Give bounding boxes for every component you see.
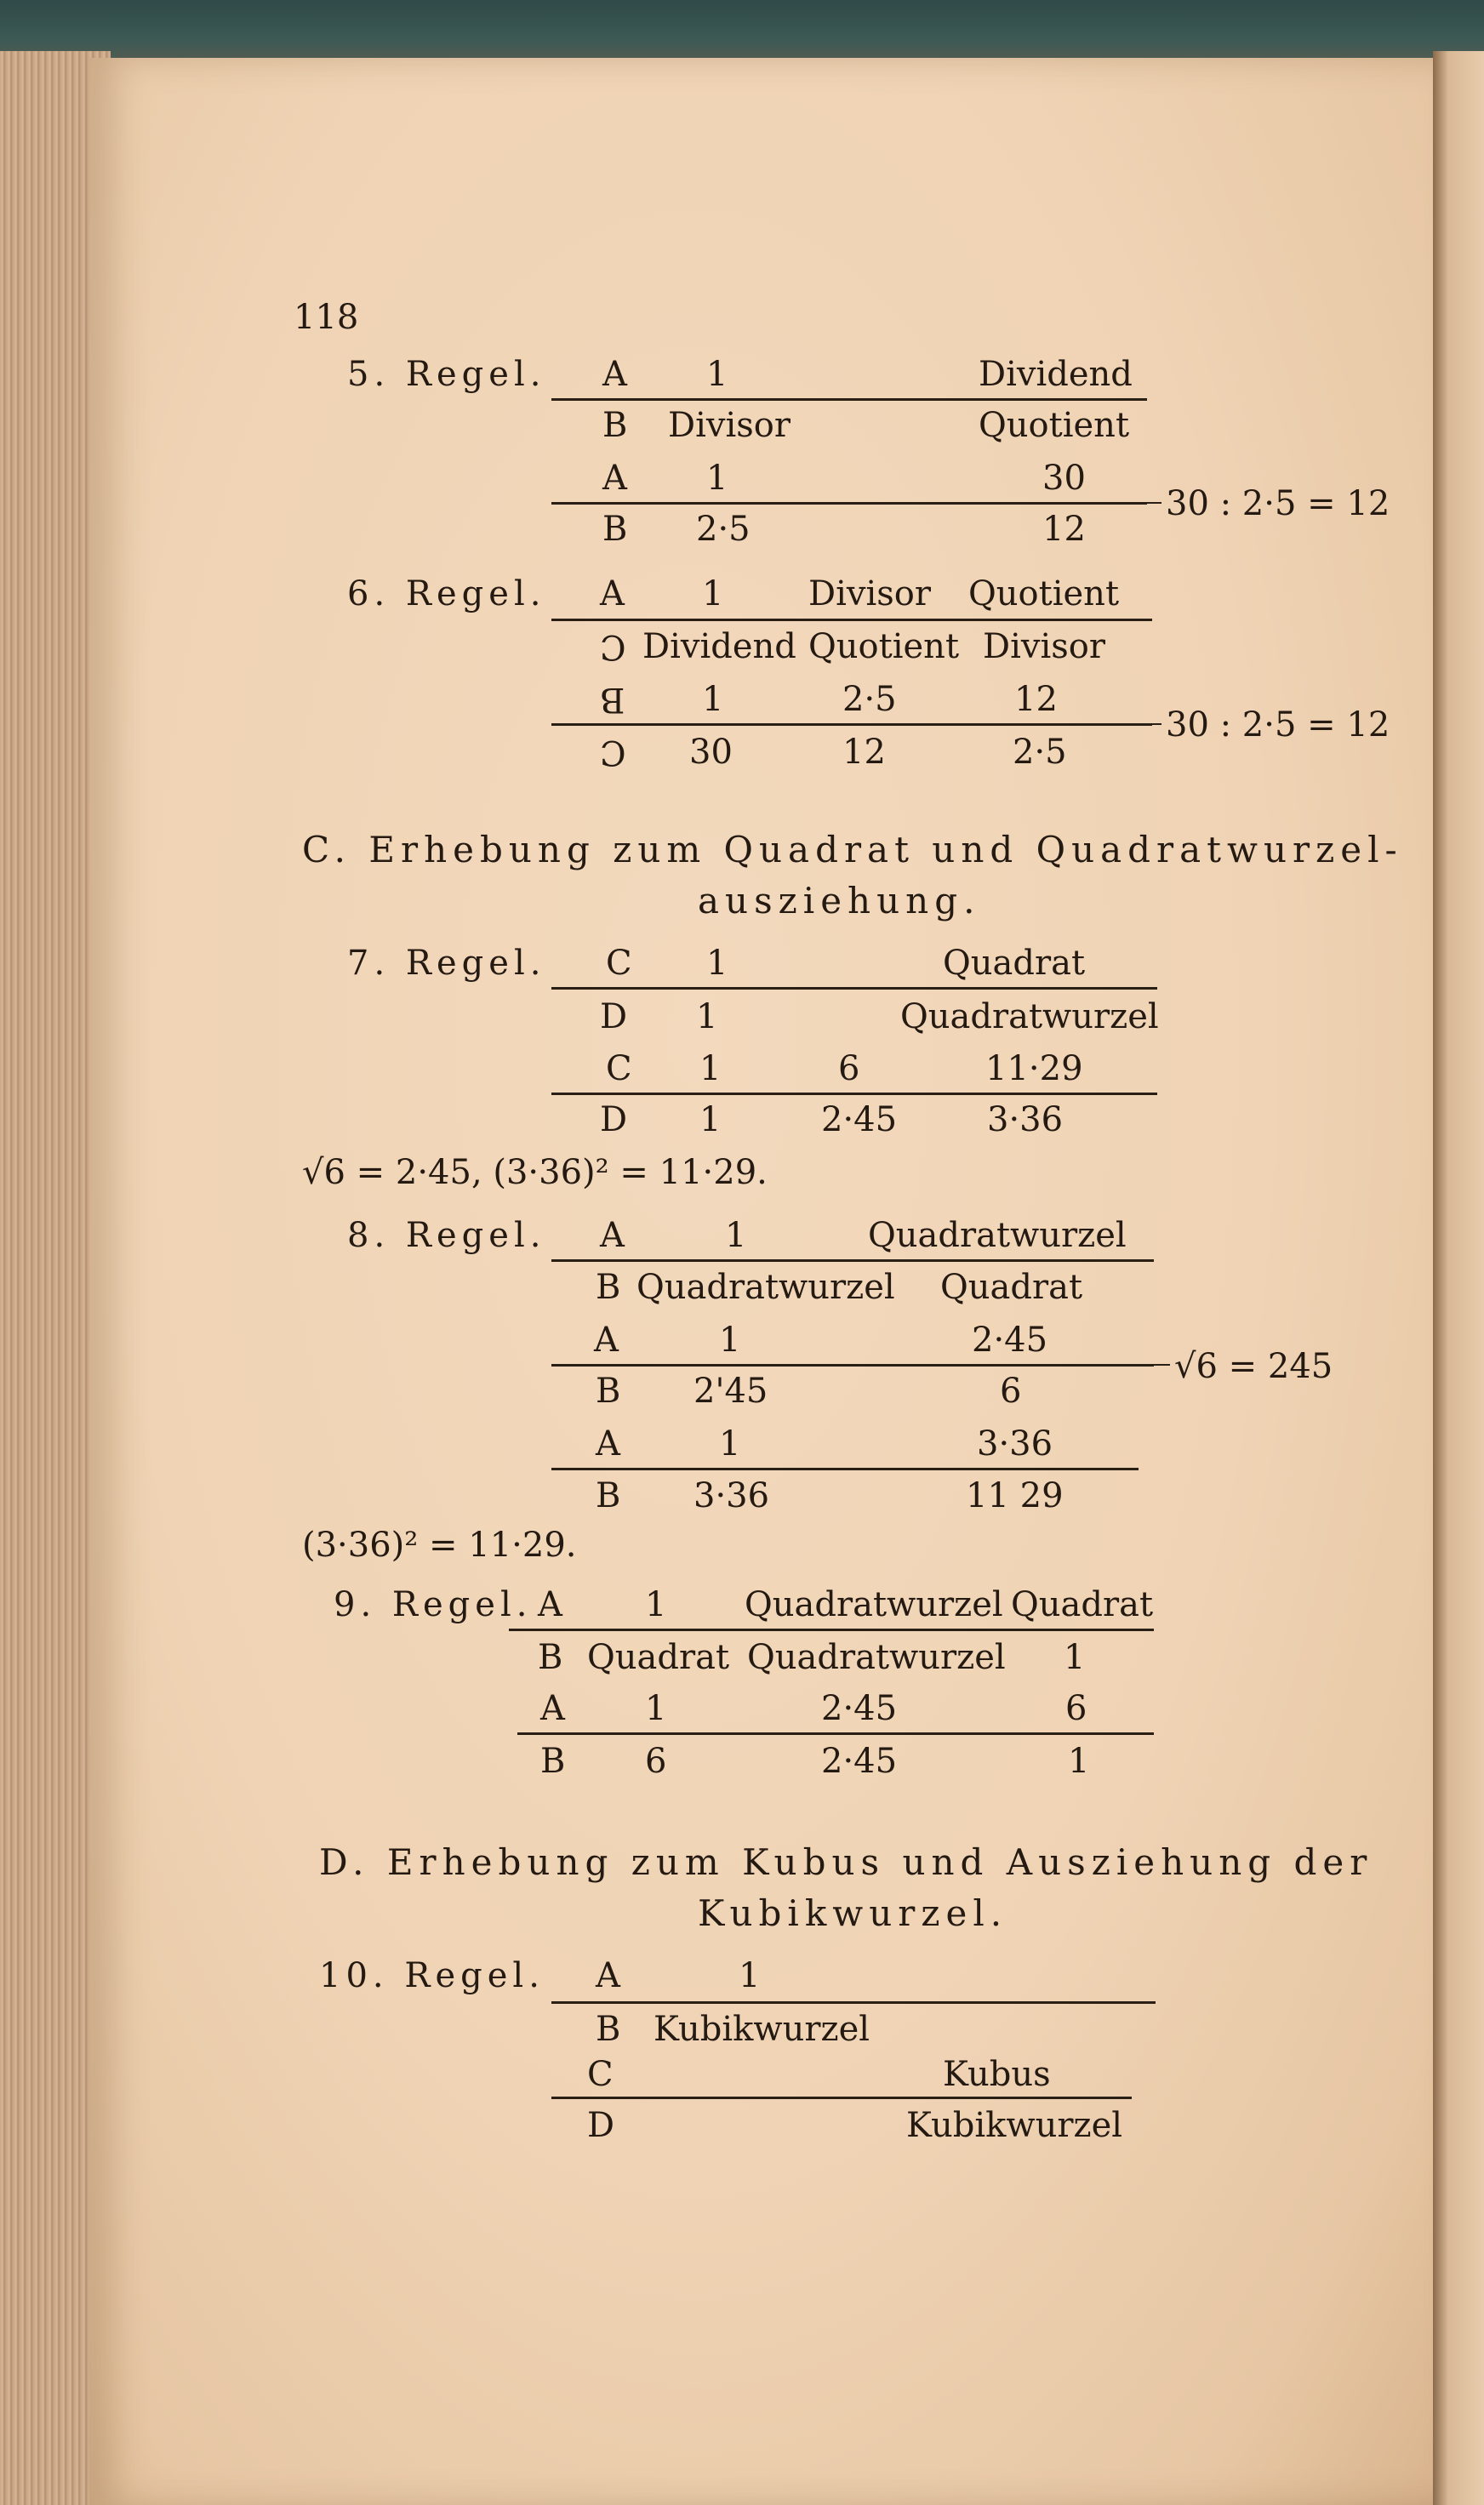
cell: 1 xyxy=(696,997,718,1036)
cell: 1 xyxy=(1064,1638,1086,1677)
scale-divider xyxy=(551,2097,1132,2099)
rule-result: 30 : 2·5 = 12 xyxy=(1166,705,1390,745)
scale-letter: B xyxy=(538,1638,563,1677)
cell: 30 xyxy=(1042,459,1086,498)
rule-result: √6 = 245 xyxy=(1174,1347,1333,1386)
cell: Quotient xyxy=(808,627,960,666)
cell: 6 xyxy=(838,1049,860,1088)
scale-letter: A xyxy=(600,574,625,613)
section-heading-line: D. Erhebung zum Kubus und Ausziehung der xyxy=(319,1841,1373,1883)
cell: Kubikwurzel xyxy=(906,2106,1123,2145)
cell: 11 29 xyxy=(966,1476,1064,1515)
cell: 1 xyxy=(719,1321,741,1360)
cell: 2'45 xyxy=(693,1372,768,1411)
rule-label: 9. Regel. xyxy=(334,1585,533,1624)
scale-divider xyxy=(551,502,1147,505)
cell: 2·5 xyxy=(1013,733,1067,772)
formula: √6 = 2·45, (3·36)² = 11·29. xyxy=(302,1153,768,1192)
cell: Quotient xyxy=(968,574,1120,613)
scale-letter: A xyxy=(602,355,627,394)
cell: 1 xyxy=(699,1100,722,1139)
cell: 6 xyxy=(1065,1689,1087,1728)
cell: 1 xyxy=(719,1424,741,1464)
cell: 3·36 xyxy=(977,1424,1053,1464)
scale-letter: B xyxy=(596,1268,621,1307)
cell: Dividend xyxy=(979,355,1133,394)
section-heading-line: C. Erhebung zum Quadrat und Quadratwurzel- xyxy=(302,829,1403,870)
scale-letter: A xyxy=(540,1689,565,1728)
cell: 1 xyxy=(706,944,728,983)
cell: Quadratwurzel xyxy=(747,1638,1006,1677)
scale-letter: A xyxy=(602,459,627,498)
scale-letter: B xyxy=(602,406,628,445)
formula: (3·36)² = 11·29. xyxy=(302,1526,577,1565)
cell: 1 xyxy=(706,355,728,394)
scale-letter: C xyxy=(587,2055,614,2094)
scale-letter: D xyxy=(587,2106,615,2145)
cell: 1 xyxy=(702,574,724,613)
scale-divider xyxy=(509,1629,1154,1631)
scale-letter-inverted: C xyxy=(600,627,626,666)
scale-letter: A xyxy=(600,1216,625,1255)
cell: 6 xyxy=(1000,1372,1022,1411)
cell: 12 xyxy=(1042,510,1086,549)
scale-divider xyxy=(551,723,1152,726)
scale-divider xyxy=(551,1364,1154,1367)
scale-letter: C xyxy=(606,944,632,983)
scale-divider xyxy=(551,1468,1139,1470)
scale-letter: B xyxy=(596,1476,621,1515)
cell: Quadratwurzel xyxy=(868,1216,1127,1255)
cell: Kubus xyxy=(943,2055,1051,2094)
scale-letter xyxy=(600,627,626,666)
scale-divider xyxy=(551,398,1147,401)
scale-divider xyxy=(517,1732,1154,1735)
cell: Quadrat xyxy=(940,1268,1083,1307)
cell: Quadrat xyxy=(587,1638,730,1677)
cell: Quadratwurzel xyxy=(745,1585,1003,1624)
scale-letter: D xyxy=(600,1100,628,1139)
cell: 30 xyxy=(689,733,733,772)
cell: 1 xyxy=(702,680,724,719)
scale-letter: B xyxy=(602,510,628,549)
cell: Quotient xyxy=(979,406,1130,445)
cell: 11·29 xyxy=(985,1049,1083,1088)
scale-letter: B xyxy=(540,1742,566,1781)
brace-line xyxy=(1106,1364,1170,1366)
cell: 2·45 xyxy=(972,1321,1048,1360)
cell: 2·5 xyxy=(842,680,897,719)
cell: Dividend xyxy=(642,627,796,666)
cell: 6 xyxy=(645,1742,667,1781)
cell: 12 xyxy=(842,733,886,772)
cell: 1 xyxy=(706,459,728,498)
scale-divider xyxy=(551,2001,1156,2004)
cell: 2·5 xyxy=(696,510,751,549)
cell: 2·45 xyxy=(821,1689,898,1728)
cell: Kubikwurzel xyxy=(654,2010,870,2049)
cell: Divisor xyxy=(668,406,791,445)
scale-letter xyxy=(600,733,626,772)
scale-letter xyxy=(600,680,625,719)
scale-letter: D xyxy=(600,997,628,1036)
rule-label: 5. Regel. xyxy=(347,355,546,394)
brace-line xyxy=(1106,502,1162,504)
scale-letter: A xyxy=(538,1585,562,1624)
rule-result: 30 : 2·5 = 12 xyxy=(1166,484,1390,523)
cell: 1 xyxy=(645,1689,667,1728)
section-heading-line: ausziehung. xyxy=(698,880,981,922)
scale-letter-inverted: C xyxy=(600,733,626,772)
cell: Divisor xyxy=(983,627,1105,666)
cell: Quadrat xyxy=(1011,1585,1154,1624)
cell: Quadratwurzel xyxy=(900,997,1159,1036)
cell: 2·45 xyxy=(821,1100,898,1139)
scale-letter: C xyxy=(606,1049,632,1088)
scale-divider xyxy=(551,1259,1154,1262)
cell: Divisor xyxy=(808,574,931,613)
rule-label: 7. Regel. xyxy=(347,944,546,983)
scale-letter: A xyxy=(596,1956,620,1995)
page-number: 118 xyxy=(294,298,359,337)
scale-divider xyxy=(551,1093,1157,1095)
scale-divider xyxy=(551,987,1157,990)
rule-label: 6. Regel. xyxy=(347,574,546,613)
cell: 3·36 xyxy=(693,1476,770,1515)
scale-letter: B xyxy=(596,2010,621,2049)
cell: 1 xyxy=(699,1049,722,1088)
cell: 1 xyxy=(739,1956,761,1995)
rule-label: 10. Regel. xyxy=(319,1956,545,1995)
cell: 3·36 xyxy=(987,1100,1064,1139)
scale-letter-inverted: B xyxy=(600,680,625,719)
rule-label: 8. Regel. xyxy=(347,1216,546,1255)
scale-letter: B xyxy=(596,1372,621,1411)
scale-letter: A xyxy=(594,1321,619,1360)
scale-letter: A xyxy=(596,1424,620,1464)
scale-divider xyxy=(551,619,1152,621)
cell: Quadratwurzel xyxy=(636,1268,895,1307)
cell: 12 xyxy=(1014,680,1058,719)
section-heading-line: Kubikwurzel. xyxy=(698,1892,1008,1934)
cell: 2·45 xyxy=(821,1742,898,1781)
cell: 1 xyxy=(1068,1742,1090,1781)
brace-line xyxy=(1115,723,1162,725)
cell: 1 xyxy=(725,1216,747,1255)
cell: 1 xyxy=(645,1585,667,1624)
cell: Quadrat xyxy=(943,944,1086,983)
